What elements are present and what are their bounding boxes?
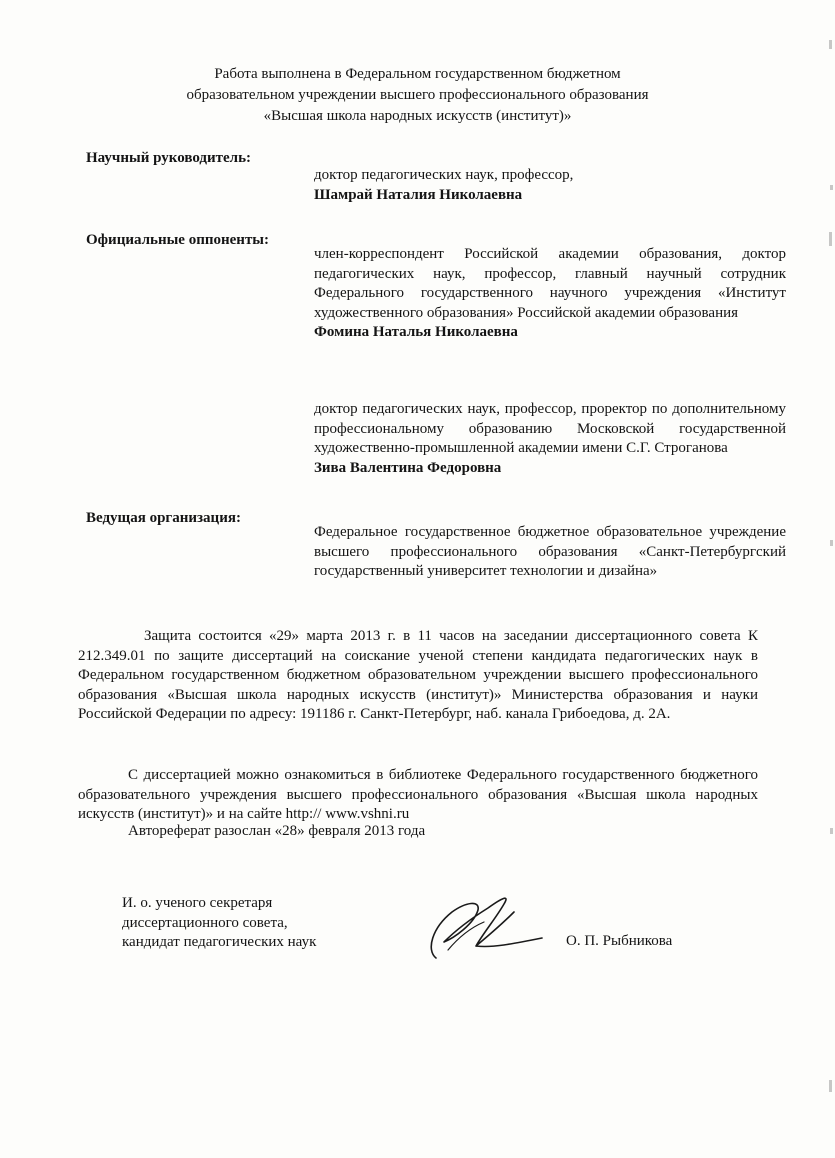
library-text: С диссертацией можно ознакомиться в библиотеке Федерального государственного бюджетного образовательного учреждения высшего профессионального образования «Высшая школа народных искусств (институт)» и на сайте http:// www.vshni.ru [78, 767, 758, 822]
leading-org-label: Ведущая организация: [86, 510, 241, 526]
defense-paragraph [78, 627, 758, 725]
supervisor-name: Шамрай Наталия Николаевна [314, 186, 523, 203]
opponent-2-title: доктор педагогических наук, профессор, проректор по дополнительному профессиональному образованию Московской государственной художественно-промышленной академии имени С.Г. Строганова [314, 401, 786, 456]
opponent-1-block [314, 245, 786, 343]
scan-speck [829, 40, 832, 49]
supervisor-block [314, 166, 786, 205]
supervisor-title: доктор педагогических наук, профессор, [314, 167, 574, 183]
secretary-name: О. П. Рыбникова [566, 933, 673, 949]
opponents-label: Официальные оппоненты: [86, 232, 270, 248]
scan-speck [829, 232, 832, 246]
opponent-1-title: член-корреспондент Российской академии образования, доктор педагогических наук, профессор, главный научный сотрудник Федерального государственного научного учреждения «Институт художественного образования» Российской академии образования [314, 246, 786, 321]
opponent-1-name: Фомина Наталья Николаевна [314, 324, 518, 340]
abstract-sent-line: Автореферат разослан «28» февраля 2013 года [128, 823, 426, 839]
opponent-2-block [314, 400, 786, 478]
secretary-role-line-3: кандидат педагогических наук [122, 934, 317, 950]
scan-speck [830, 185, 833, 190]
scan-speck [830, 828, 833, 834]
header-line-2: образовательном учреждении высшего профессионального образования [186, 87, 649, 103]
header-line-1: Работа выполнена в Федеральном государственном бюджетном [214, 66, 621, 82]
supervisor-label: Научный руководитель: [86, 150, 251, 166]
scan-speck [829, 1080, 832, 1092]
scan-speck [830, 540, 833, 546]
opponent-2-name: Зива Валентина Федоровна [314, 459, 502, 476]
secretary-role-line-1: И. о. ученого секретаря [122, 895, 273, 911]
secretary-role [122, 894, 316, 953]
library-paragraph [78, 766, 758, 825]
leading-org-text: Федеральное государственное бюджетное образовательное учреждение высшего профессионального образования «Санкт-Петербургский государственный университет технологии и дизайна» [314, 524, 786, 579]
header-line-3: «Высшая школа народных искусств (институт)» [263, 108, 572, 124]
defense-text: Защита состоится «29» марта 2013 г. в 11 часов на заседании диссертационного совета К 212.349.01 по защите диссертаций на соискание ученой степени кандидата педагогических наук в Федеральном государственном бюджетном образовательном учреждении высшего профессионального образования «Высшая школа народных искусств (институт)» Министерства образования и науки Российской Федерации по адресу: 191186 г. Санкт-Петербург, наб. канала Грибоедова, д. 2А. [78, 628, 758, 722]
handwritten-signature [418, 888, 558, 968]
institution-header [90, 64, 745, 127]
secretary-role-line-2: диссертационного совета, [122, 914, 288, 931]
